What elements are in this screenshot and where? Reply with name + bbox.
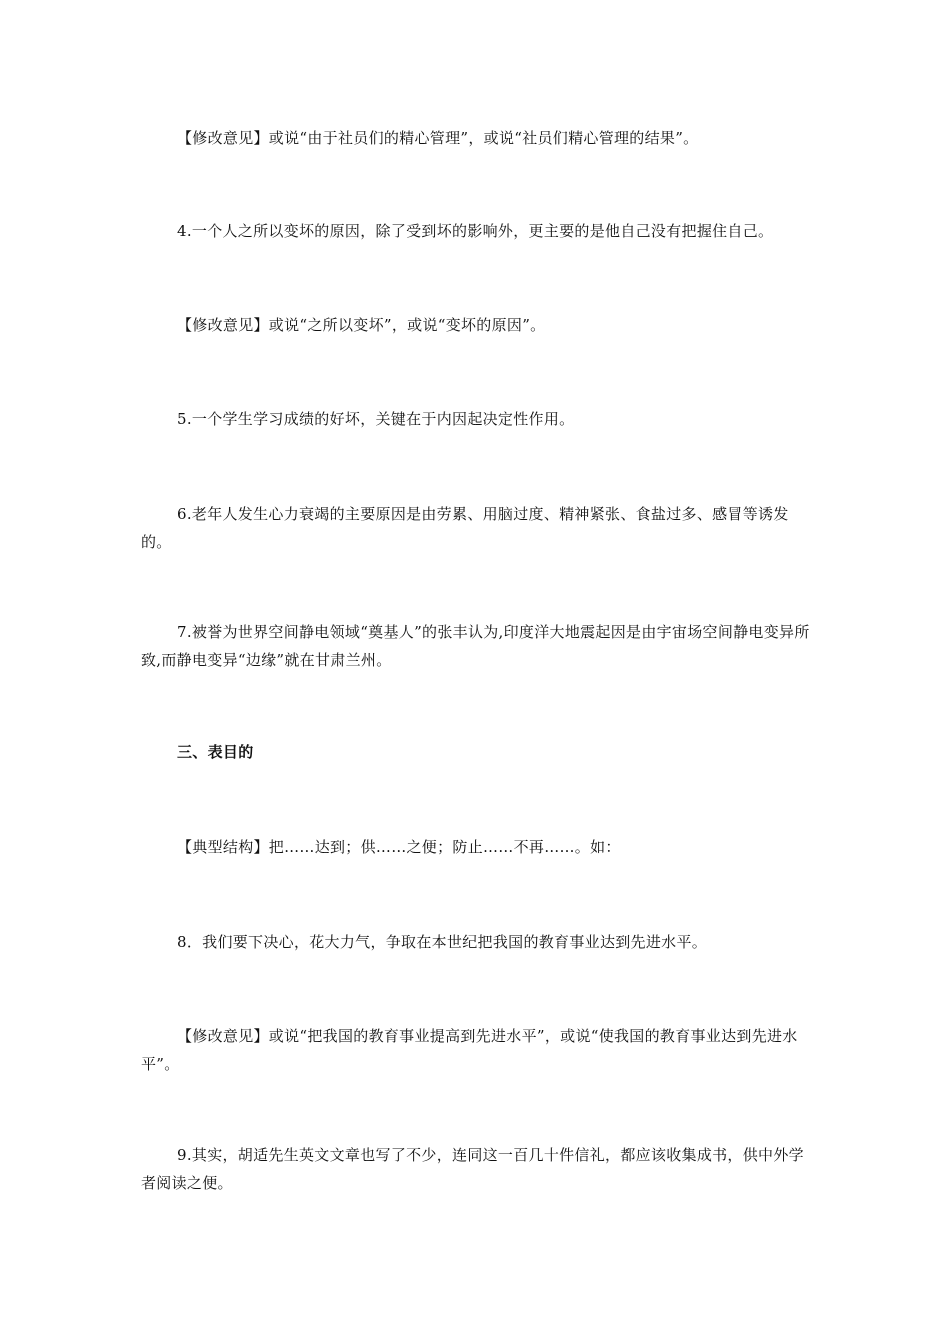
section-heading: 三、表目的 [177, 743, 254, 761]
example-sentence-5: 5.一个学生学习成绩的好坏，关键在于内因起决定性作用。 [177, 410, 575, 428]
revision-note-paragraph: 【修改意见】或说“把我国的教育事业提高到先进水平”，或说“使我国的教育事业达到先进水平”。 [141, 1027, 798, 1073]
example-sentence-7: 7.被誉为世界空间静电领域“奠基人”的张丰认为,印度洋大地震起因是由宇宙场空间静电变异所致,而静电变异“边缘”就在甘肃兰州。 [141, 623, 810, 669]
typical-structure-paragraph: 【典型结构】把……达到；供……之便；防止……不再……。如： [177, 838, 621, 856]
revision-note-paragraph: 【修改意见】或说“之所以变坏”，或说“变坏的原因”。 [177, 316, 546, 334]
revision-note-paragraph: 【修改意见】或说“由于社员们的精心管理”，或说“社员们精心管理的结果”。 [177, 129, 699, 147]
example-sentence-9: 9.其实，胡适先生英文文章也写了不少，连同这一百几十件信礼，都应该收集成书，供中外学者阅读之便。 [141, 1146, 804, 1192]
example-sentence-6: 6.老年人发生心力衰竭的主要原因是由劳累、用脑过度、精神紧张、食盐过多、感冒等诱发的。 [141, 505, 789, 551]
example-sentence-4: 4.一个人之所以变坏的原因，除了受到坏的影响外，更主要的是他自己没有把握住自己。 [177, 222, 774, 240]
example-sentence-8: 8．我们要下决心，花大力气，争取在本世纪把我国的教育事业达到先进水平。 [177, 933, 708, 951]
